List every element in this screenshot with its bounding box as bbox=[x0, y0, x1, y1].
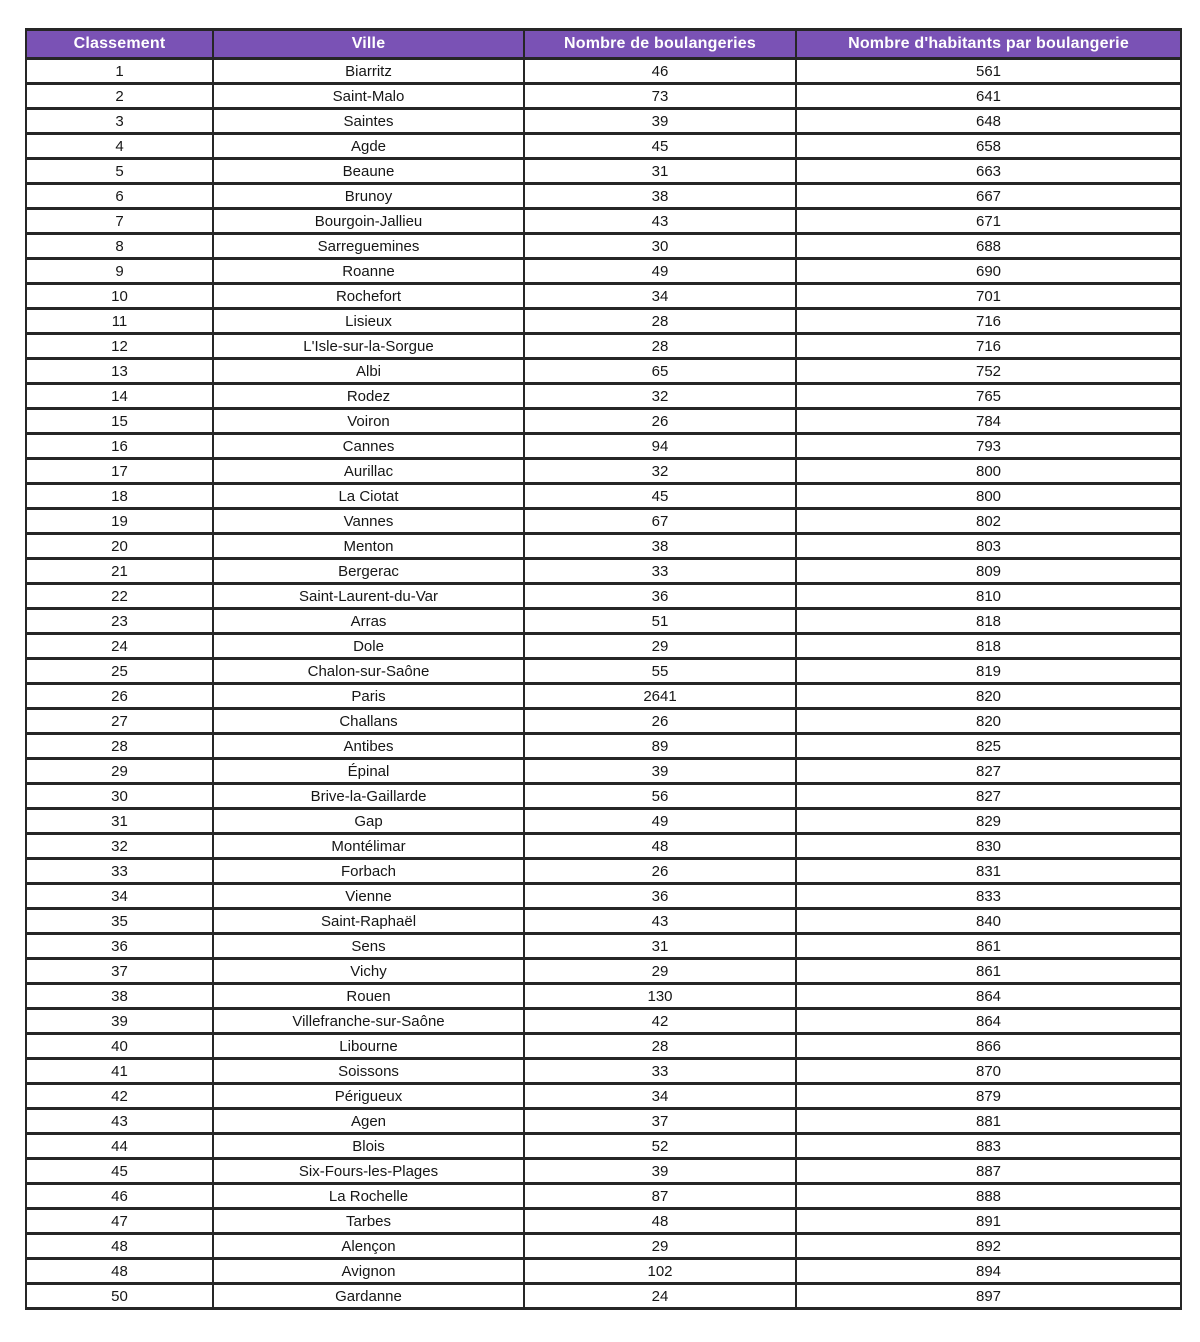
table-cell: 24 bbox=[524, 1284, 796, 1309]
header-row bbox=[26, 30, 1181, 59]
table-cell: Avignon bbox=[213, 1259, 524, 1284]
table-cell: 35 bbox=[26, 909, 213, 934]
table-row bbox=[26, 884, 1181, 909]
table-cell: 12 bbox=[26, 334, 213, 359]
table-cell: 864 bbox=[796, 1009, 1181, 1034]
table-row bbox=[26, 134, 1181, 159]
table-cell: 36 bbox=[524, 584, 796, 609]
header-cell: Ville bbox=[213, 30, 524, 59]
table-cell: 561 bbox=[796, 59, 1181, 84]
table-cell: 23 bbox=[26, 609, 213, 634]
table-cell: 67 bbox=[524, 509, 796, 534]
table-row bbox=[26, 534, 1181, 559]
table-cell: La Rochelle bbox=[213, 1184, 524, 1209]
table-cell: 43 bbox=[26, 1109, 213, 1134]
table-cell: 32 bbox=[26, 834, 213, 859]
table-cell: 716 bbox=[796, 309, 1181, 334]
table-row bbox=[26, 984, 1181, 1009]
table-cell: 800 bbox=[796, 484, 1181, 509]
table-cell: 21 bbox=[26, 559, 213, 584]
table-cell: 861 bbox=[796, 959, 1181, 984]
table-row bbox=[26, 834, 1181, 859]
table-cell: 38 bbox=[26, 984, 213, 1009]
table-cell: 6 bbox=[26, 184, 213, 209]
table-cell: 11 bbox=[26, 309, 213, 334]
table-cell: 31 bbox=[524, 159, 796, 184]
table-cell: 44 bbox=[26, 1134, 213, 1159]
table-cell: 752 bbox=[796, 359, 1181, 384]
table-cell: Aurillac bbox=[213, 459, 524, 484]
table-row bbox=[26, 584, 1181, 609]
table-cell: La Ciotat bbox=[213, 484, 524, 509]
table-cell: 36 bbox=[26, 934, 213, 959]
table-cell: 879 bbox=[796, 1084, 1181, 1109]
table-cell: 3 bbox=[26, 109, 213, 134]
table-cell: 793 bbox=[796, 434, 1181, 459]
table-cell: L'Isle-sur-la-Sorgue bbox=[213, 334, 524, 359]
table-cell: 38 bbox=[524, 184, 796, 209]
table-cell: 29 bbox=[524, 1234, 796, 1259]
table-row bbox=[26, 234, 1181, 259]
table-cell: 840 bbox=[796, 909, 1181, 934]
table-cell: 820 bbox=[796, 709, 1181, 734]
table-cell: 887 bbox=[796, 1159, 1181, 1184]
table-row bbox=[26, 759, 1181, 784]
table-row bbox=[26, 1209, 1181, 1234]
table-cell: 892 bbox=[796, 1234, 1181, 1259]
table-row bbox=[26, 609, 1181, 634]
table-header bbox=[26, 30, 1181, 59]
table-cell: 14 bbox=[26, 384, 213, 409]
table-cell: 810 bbox=[796, 584, 1181, 609]
table-cell: 49 bbox=[524, 259, 796, 284]
table-cell: 7 bbox=[26, 209, 213, 234]
table-cell: 42 bbox=[26, 1084, 213, 1109]
table-cell: 40 bbox=[26, 1034, 213, 1059]
table-cell: 897 bbox=[796, 1284, 1181, 1309]
table-cell: Dole bbox=[213, 634, 524, 659]
table-cell: 45 bbox=[26, 1159, 213, 1184]
table-cell: 39 bbox=[524, 759, 796, 784]
table-cell: Rodez bbox=[213, 384, 524, 409]
table-cell: 31 bbox=[26, 809, 213, 834]
table-row bbox=[26, 684, 1181, 709]
table-cell: 663 bbox=[796, 159, 1181, 184]
table-row bbox=[26, 659, 1181, 684]
table-row bbox=[26, 409, 1181, 434]
table-cell: Vannes bbox=[213, 509, 524, 534]
table-cell: 43 bbox=[524, 209, 796, 234]
table-cell: 33 bbox=[26, 859, 213, 884]
table-cell: 29 bbox=[524, 959, 796, 984]
table-cell: Soissons bbox=[213, 1059, 524, 1084]
table-cell: 26 bbox=[524, 859, 796, 884]
table-cell: 42 bbox=[524, 1009, 796, 1034]
table-cell: 10 bbox=[26, 284, 213, 309]
table-cell: Vienne bbox=[213, 884, 524, 909]
table-cell: Villefranche-sur-Saône bbox=[213, 1009, 524, 1034]
table-cell: 39 bbox=[26, 1009, 213, 1034]
table-cell: 701 bbox=[796, 284, 1181, 309]
table-cell: Saint-Raphaël bbox=[213, 909, 524, 934]
table-cell: 48 bbox=[524, 834, 796, 859]
table-cell: 36 bbox=[524, 884, 796, 909]
table-cell: Bourgoin-Jallieu bbox=[213, 209, 524, 234]
table-cell: 48 bbox=[524, 1209, 796, 1234]
table-cell: 827 bbox=[796, 784, 1181, 809]
table-cell: Saint-Laurent-du-Var bbox=[213, 584, 524, 609]
table-cell: 26 bbox=[524, 409, 796, 434]
table-cell: Menton bbox=[213, 534, 524, 559]
table-cell: 65 bbox=[524, 359, 796, 384]
table-cell: 31 bbox=[524, 934, 796, 959]
table-row bbox=[26, 509, 1181, 534]
table-cell: 827 bbox=[796, 759, 1181, 784]
table-cell: 73 bbox=[524, 84, 796, 109]
table-cell: 833 bbox=[796, 884, 1181, 909]
header-cell: Nombre d'habitants par boulangerie bbox=[796, 30, 1181, 59]
table-cell: 784 bbox=[796, 409, 1181, 434]
table-cell: 29 bbox=[524, 634, 796, 659]
table-row bbox=[26, 559, 1181, 584]
table-cell: 48 bbox=[26, 1259, 213, 1284]
table-cell: Agen bbox=[213, 1109, 524, 1134]
table-cell: 46 bbox=[524, 59, 796, 84]
table-cell: 43 bbox=[524, 909, 796, 934]
table-cell: Cannes bbox=[213, 434, 524, 459]
table-cell: 25 bbox=[26, 659, 213, 684]
table-cell: 809 bbox=[796, 559, 1181, 584]
table-cell: 2641 bbox=[524, 684, 796, 709]
table-row bbox=[26, 284, 1181, 309]
table-cell: Six-Fours-les-Plages bbox=[213, 1159, 524, 1184]
table-cell: 658 bbox=[796, 134, 1181, 159]
table-cell: 9 bbox=[26, 259, 213, 284]
table-cell: Brive-la-Gaillarde bbox=[213, 784, 524, 809]
table-cell: 16 bbox=[26, 434, 213, 459]
table-row bbox=[26, 1159, 1181, 1184]
table-cell: 51 bbox=[524, 609, 796, 634]
table-cell: 37 bbox=[524, 1109, 796, 1134]
table-cell: 861 bbox=[796, 934, 1181, 959]
table-cell: 33 bbox=[524, 559, 796, 584]
table-cell: 800 bbox=[796, 459, 1181, 484]
table-cell: 17 bbox=[26, 459, 213, 484]
table-cell: 831 bbox=[796, 859, 1181, 884]
table-row bbox=[26, 959, 1181, 984]
table-cell: 18 bbox=[26, 484, 213, 509]
table-cell: 819 bbox=[796, 659, 1181, 684]
table-row bbox=[26, 1059, 1181, 1084]
table-cell: Bergerac bbox=[213, 559, 524, 584]
table-cell: 2 bbox=[26, 84, 213, 109]
table-cell: 30 bbox=[524, 234, 796, 259]
table-cell: Gap bbox=[213, 809, 524, 834]
table-cell: 883 bbox=[796, 1134, 1181, 1159]
table-row bbox=[26, 59, 1181, 84]
table-cell: Antibes bbox=[213, 734, 524, 759]
table-cell: Chalon-sur-Saône bbox=[213, 659, 524, 684]
table-cell: 28 bbox=[524, 309, 796, 334]
table-cell: 830 bbox=[796, 834, 1181, 859]
table-row bbox=[26, 1184, 1181, 1209]
table-row bbox=[26, 334, 1181, 359]
table-cell: Forbach bbox=[213, 859, 524, 884]
table-row bbox=[26, 909, 1181, 934]
bakeries-ranking-table bbox=[25, 28, 1182, 1310]
table-cell: 49 bbox=[524, 809, 796, 834]
table-row bbox=[26, 809, 1181, 834]
table-cell: 5 bbox=[26, 159, 213, 184]
table-cell: Lisieux bbox=[213, 309, 524, 334]
table-cell: 818 bbox=[796, 634, 1181, 659]
table-cell: Albi bbox=[213, 359, 524, 384]
table-cell: 825 bbox=[796, 734, 1181, 759]
table-cell: 671 bbox=[796, 209, 1181, 234]
table-cell: Saint-Malo bbox=[213, 84, 524, 109]
table-row bbox=[26, 734, 1181, 759]
table-cell: 8 bbox=[26, 234, 213, 259]
table-cell: 45 bbox=[524, 484, 796, 509]
table-row bbox=[26, 84, 1181, 109]
table-cell: 55 bbox=[524, 659, 796, 684]
table-row bbox=[26, 184, 1181, 209]
table-cell: 47 bbox=[26, 1209, 213, 1234]
header-cell: Classement bbox=[26, 30, 213, 59]
table-row bbox=[26, 784, 1181, 809]
table-cell: 818 bbox=[796, 609, 1181, 634]
table-cell: 716 bbox=[796, 334, 1181, 359]
table-cell: 50 bbox=[26, 1284, 213, 1309]
table-cell: 881 bbox=[796, 1109, 1181, 1134]
table-row bbox=[26, 109, 1181, 134]
table-cell: Arras bbox=[213, 609, 524, 634]
table-cell: 89 bbox=[524, 734, 796, 759]
table-row bbox=[26, 634, 1181, 659]
table-cell: Périgueux bbox=[213, 1084, 524, 1109]
table-cell: 690 bbox=[796, 259, 1181, 284]
table-cell: 34 bbox=[26, 884, 213, 909]
table-row bbox=[26, 934, 1181, 959]
table-row bbox=[26, 209, 1181, 234]
table-cell: 894 bbox=[796, 1259, 1181, 1284]
table-cell: 130 bbox=[524, 984, 796, 1009]
table-cell: Épinal bbox=[213, 759, 524, 784]
table-row bbox=[26, 484, 1181, 509]
table-cell: 891 bbox=[796, 1209, 1181, 1234]
table-cell: Sarreguemines bbox=[213, 234, 524, 259]
table-cell: 41 bbox=[26, 1059, 213, 1084]
table-cell: 32 bbox=[524, 384, 796, 409]
table-cell: 33 bbox=[524, 1059, 796, 1084]
table-row bbox=[26, 1109, 1181, 1134]
table-body bbox=[26, 59, 1181, 1309]
table-row bbox=[26, 859, 1181, 884]
header-cell: Nombre de boulangeries bbox=[524, 30, 796, 59]
table-row bbox=[26, 1284, 1181, 1309]
table-row bbox=[26, 1034, 1181, 1059]
table-cell: Voiron bbox=[213, 409, 524, 434]
table-cell: 688 bbox=[796, 234, 1181, 259]
table-cell: Rochefort bbox=[213, 284, 524, 309]
table-cell: 667 bbox=[796, 184, 1181, 209]
table-row bbox=[26, 384, 1181, 409]
table-cell: 26 bbox=[524, 709, 796, 734]
table-row bbox=[26, 1084, 1181, 1109]
table-row bbox=[26, 434, 1181, 459]
table-cell: 1 bbox=[26, 59, 213, 84]
table-cell: 20 bbox=[26, 534, 213, 559]
table-cell: 46 bbox=[26, 1184, 213, 1209]
table-cell: 28 bbox=[524, 334, 796, 359]
table-row bbox=[26, 1009, 1181, 1034]
table-cell: 37 bbox=[26, 959, 213, 984]
table-cell: 27 bbox=[26, 709, 213, 734]
table-cell: 38 bbox=[524, 534, 796, 559]
table-cell: 102 bbox=[524, 1259, 796, 1284]
table-cell: 820 bbox=[796, 684, 1181, 709]
table-cell: 4 bbox=[26, 134, 213, 159]
table-cell: 24 bbox=[26, 634, 213, 659]
table-cell: 870 bbox=[796, 1059, 1181, 1084]
table-cell: 29 bbox=[26, 759, 213, 784]
table-cell: 52 bbox=[524, 1134, 796, 1159]
table-cell: Agde bbox=[213, 134, 524, 159]
table-cell: 803 bbox=[796, 534, 1181, 559]
table-cell: 39 bbox=[524, 1159, 796, 1184]
table-cell: Tarbes bbox=[213, 1209, 524, 1234]
table-cell: Challans bbox=[213, 709, 524, 734]
table-cell: Paris bbox=[213, 684, 524, 709]
table-row bbox=[26, 459, 1181, 484]
table-row bbox=[26, 309, 1181, 334]
table-cell: Roanne bbox=[213, 259, 524, 284]
table-cell: 34 bbox=[524, 284, 796, 309]
table-cell: 87 bbox=[524, 1184, 796, 1209]
table-cell: 22 bbox=[26, 584, 213, 609]
table-cell: Alençon bbox=[213, 1234, 524, 1259]
table-cell: Beaune bbox=[213, 159, 524, 184]
table-cell: 30 bbox=[26, 784, 213, 809]
table-cell: 888 bbox=[796, 1184, 1181, 1209]
table-cell: 765 bbox=[796, 384, 1181, 409]
table-row bbox=[26, 1234, 1181, 1259]
table-cell: 28 bbox=[26, 734, 213, 759]
table-cell: 48 bbox=[26, 1234, 213, 1259]
table-cell: 32 bbox=[524, 459, 796, 484]
table-cell: 802 bbox=[796, 509, 1181, 534]
table-cell: Biarritz bbox=[213, 59, 524, 84]
table-cell: 866 bbox=[796, 1034, 1181, 1059]
table-cell: 15 bbox=[26, 409, 213, 434]
table-row bbox=[26, 709, 1181, 734]
table-row bbox=[26, 1259, 1181, 1284]
table-cell: Montélimar bbox=[213, 834, 524, 859]
table-cell: Blois bbox=[213, 1134, 524, 1159]
table-cell: 94 bbox=[524, 434, 796, 459]
table-cell: 26 bbox=[26, 684, 213, 709]
table-cell: 28 bbox=[524, 1034, 796, 1059]
table-row bbox=[26, 359, 1181, 384]
table-cell: 56 bbox=[524, 784, 796, 809]
table-row bbox=[26, 159, 1181, 184]
table-cell: Libourne bbox=[213, 1034, 524, 1059]
table-cell: Brunoy bbox=[213, 184, 524, 209]
table-cell: Sens bbox=[213, 934, 524, 959]
table-cell: 641 bbox=[796, 84, 1181, 109]
table-cell: 45 bbox=[524, 134, 796, 159]
table-row bbox=[26, 259, 1181, 284]
table-cell: 34 bbox=[524, 1084, 796, 1109]
table-cell: 864 bbox=[796, 984, 1181, 1009]
table-cell: 829 bbox=[796, 809, 1181, 834]
table-cell: 39 bbox=[524, 109, 796, 134]
table-cell: 19 bbox=[26, 509, 213, 534]
table-cell: Saintes bbox=[213, 109, 524, 134]
table-cell: 13 bbox=[26, 359, 213, 384]
table-cell: Rouen bbox=[213, 984, 524, 1009]
table-cell: 648 bbox=[796, 109, 1181, 134]
table-cell: Vichy bbox=[213, 959, 524, 984]
table-cell: Gardanne bbox=[213, 1284, 524, 1309]
table-row bbox=[26, 1134, 1181, 1159]
